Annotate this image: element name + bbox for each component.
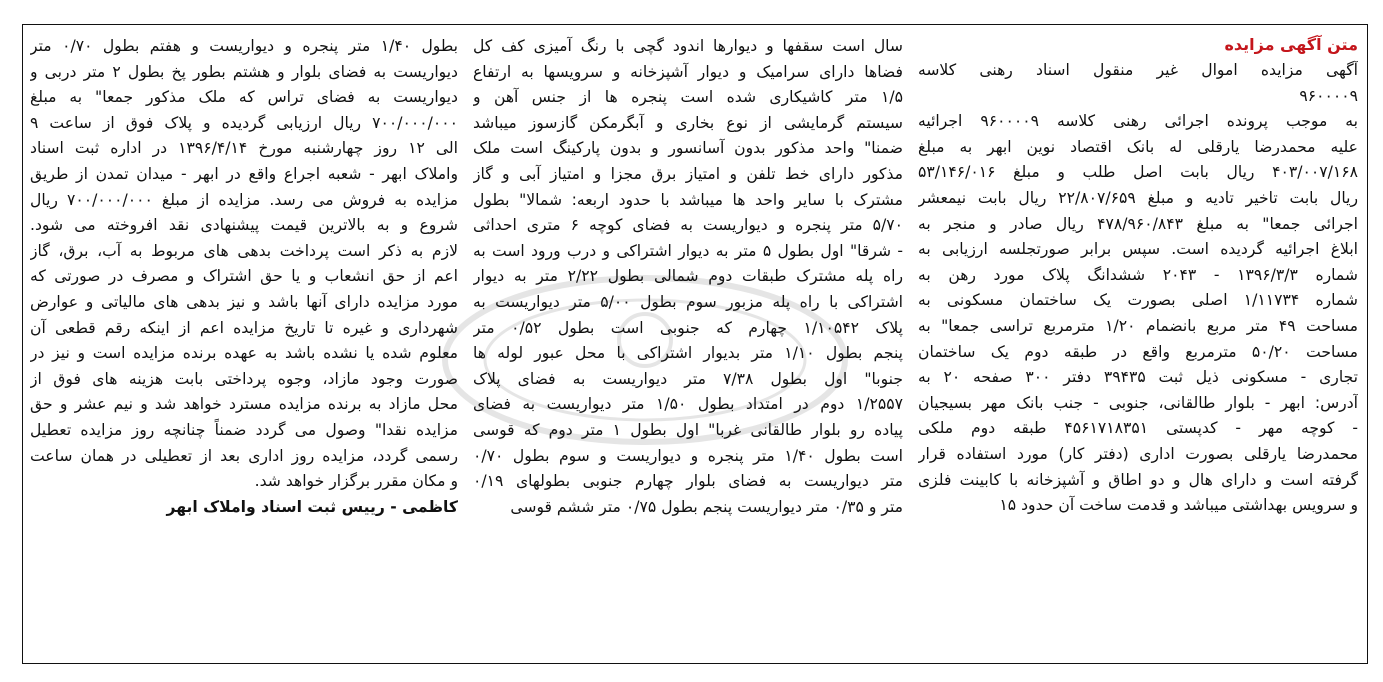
text-line: شهرداری و غیره تا تاریخ مزایده اعم از اینکه رقم قطعی آن bbox=[30, 318, 458, 337]
text-line: سیستم گرمایشی از نوع بخاری و آبگرمکن گازسوز میباشد bbox=[473, 113, 903, 132]
text-line: ۴۰۳/۰۰۷/۱۶۸ ریال بابت اصل طلب و مبلغ ۵۳/۱۴۶/۰۱۶ bbox=[918, 163, 1358, 182]
text-line: صورت وجود مازاد، وجوه پرداختی بابت هزینه های فوق از bbox=[30, 369, 458, 388]
text-line: اعم از حق انشعاب و یا حق اشتراک و مصرف در صورتی که bbox=[30, 267, 458, 286]
text-line: مساحت ۵۰/۲۰ مترمربع واقع در طبقه دوم یک ساختمان bbox=[918, 342, 1358, 361]
text-line: تجاری - مسکونی ذیل ثبت ۳۹۴۳۵ دفتر ۳۰۰ صفحه ۲۰ به bbox=[918, 368, 1358, 387]
text-line: مزایده به فروش می رسد. مزایده از مبلغ ۷۰۰/۰۰۰/۰۰۰ ریال bbox=[30, 190, 458, 209]
text-line: دیواریست به فضای بلوار و هشتم بطور پخ بطول ۲ متر دربی و bbox=[30, 62, 458, 81]
text-line: علیه محمدرضا یارقلی له بانک اقتصاد نوین ابهر به مبلغ bbox=[918, 137, 1358, 156]
column-left bbox=[30, 34, 458, 654]
text-line: پیاده رو بلوار طالقانی غربا" اول بطول ۱ متر دوم که قوسی bbox=[473, 420, 903, 439]
text-line: اشتراکی با راه پله مزبور سوم بطول ۵/۰۰ متر دیواریست به bbox=[473, 292, 903, 311]
text-line: مورد مزایده دارای آنها باشد و نیز بدهی های مالیاتی و عوارض bbox=[30, 292, 458, 311]
text-line: فضاها دارای سرامیک و دیوار آشپزخانه و سرویسها به ارتفاع bbox=[473, 62, 903, 81]
text-line: و مکان مقرر برگزار خواهد شد. bbox=[254, 472, 458, 491]
text-line: ریال بابت تاخیر تادیه و مبلغ ۲۲/۸۰۷/۶۵۹ ریال بابت نیمعشر bbox=[918, 188, 1358, 207]
signature: کاظمی - رییس ثبت اسناد واملاک ابهر bbox=[166, 497, 458, 516]
text-line: مذکور دارای خط تلفن و امتیاز برق مجزا و امتیاز آبی و گاز bbox=[473, 164, 903, 183]
text-line: متر دیواریست به فضای بلوار چهارم جنوبی بطولهای ۰/۱۹ bbox=[473, 472, 903, 491]
text-line: بطول ۱/۴۰ متر پنجره و دیواریست و هفتم بطول ۰/۷۰ متر bbox=[30, 37, 458, 55]
notice-title: متن آگهی مزایده bbox=[1224, 35, 1358, 54]
text-line: سال است سقفها و دیوارها اندود گچی با رنگ آمیزی کف کل bbox=[473, 37, 903, 55]
text-line: متر و ۰/۳۵ متر دیواریست پنجم بطول ۰/۷۵ متر ششم قوسی bbox=[510, 497, 903, 516]
text-line: مساحت ۴۹ متر مربع بانضمام ۱/۲۰ مترمربع تراسی جمعا" به bbox=[918, 316, 1358, 335]
text-line: آدرس: ابهر - بلوار طالقانی، جنوبی - جنب بانک مهر بسیجیان bbox=[918, 393, 1358, 412]
text-line: رسمی گردد، مزایده روز اداری بعد از تعطیلی در همان ساعت bbox=[30, 446, 458, 465]
text-line: - شرقا" اول بطول ۵ متر به دیوار اشتراکی و درب ورود است به bbox=[473, 241, 903, 260]
text-line: گرفته است و دارای هال و دو اطاق و آشپزخانه با کابینت فلزی bbox=[918, 470, 1358, 489]
text-line: مزایده نقدا" وصول می گردد ضمناً چنانچه روز مزایده تعطیل bbox=[30, 420, 458, 439]
text-line: است بطول ۱/۴۰ متر پنجره و دیواریست و سوم بطول ۰/۷۰ bbox=[473, 446, 903, 465]
text-line: شماره ۱۳۹۶/۳/۳ - ۲۰۴۳ ششدانگ پلاک مورد رهن به bbox=[918, 265, 1358, 284]
column-middle bbox=[473, 34, 903, 654]
text-line: پنجم بطول ۱/۱۰ متر بدیوار اشتراکی با محل عبور لوله ها bbox=[473, 344, 903, 363]
text-line: ۱/۲۵۵۷ دوم در امتداد بطول ۱/۵۰ متر دیواریست به فضای bbox=[473, 395, 903, 414]
text-line: ۷۰۰/۰۰۰/۰۰۰ ریال ارزیابی گردیده و پلاک فوق از ساعت ۹ bbox=[30, 113, 458, 132]
text-line: شروع و به بالاترین قیمت پیشنهادی نقد افروخته می شود. bbox=[30, 216, 458, 235]
text-line: ۱/۵ متر کاشیکاری شده است پنجره ها از جنس آهن و bbox=[473, 88, 903, 107]
text-line: آگهی مزایده اموال غیر منقول اسناد رهنی کلاسه bbox=[918, 61, 1358, 79]
text-line: واملاک ابهر - شعبه اجراع واقع در ابهر - میدان تمدن از طریق bbox=[30, 164, 458, 183]
text-line: مشترک با سایر واحد ها میباشد با حدود اربعه: شمالا" بطول bbox=[473, 190, 903, 209]
text-line: ۹۶۰۰۰۰۹ bbox=[1299, 86, 1358, 105]
text-line: الی ۱۲ روز چهارشنبه مورخ ۱۳۹۶/۴/۱۴ در اداره ثبت اسناد bbox=[30, 139, 458, 158]
text-line: جنوبا" اول بطول ۷/۳۸ متر دیواریست به فضای پلاک bbox=[473, 369, 903, 388]
text-line: و سرویس بهداشتی میباشد و قدمت ساخت آن حدود ۱۵ bbox=[999, 496, 1358, 515]
text-line: ضمنا" واحد مذکور بدون آسانسور و بدون پارکینگ است ملک bbox=[473, 139, 903, 158]
text-line: پلاک ۱/۱۰۵۴۲ چهارم که جنوبی است بطول ۰/۵۲ متر bbox=[473, 318, 903, 337]
text-line: اجرائی جمعا" به مبلغ ۴۷۸/۹۶۰/۸۴۳ ریال صادر و منجر به bbox=[918, 214, 1358, 233]
text-line: - کوچه مهر - کدپستی ۴۵۶۱۷۱۸۳۵۱ طبقه دوم ملکی bbox=[918, 419, 1358, 438]
column-right bbox=[918, 34, 1358, 654]
text-line: لازم به ذکر است پرداخت بدهی های مربوط به آب، برق، گاز bbox=[30, 241, 458, 260]
text-line: محل مازاد به برنده مزایده مسترد خواهد شد و نیم عشر و حق bbox=[30, 395, 458, 414]
text-line: راه پله مشترک طبقات دوم شمالی بطول ۲/۲۲ متر به دیوار bbox=[473, 267, 903, 286]
text-line: ۵/۷۰ متر پنجره و دیواریست به فضای کوچه ۶ متری احداثی bbox=[473, 216, 903, 235]
text-line: دیواریست به فضای تراس که ملک مذکور جمعا" به مبلغ bbox=[30, 88, 458, 107]
text-line: ابلاغ اجرائیه گردیده است. سپس برابر صورتجلسه ارزیابی به bbox=[918, 240, 1358, 259]
text-line: محمدرضا یارقلی بصورت اداری (دفتر کار) مورد استفاده قرار bbox=[918, 444, 1358, 463]
text-line: به موجب پرونده اجرائی رهنی کلاسه ۹۶۰۰۰۰۹ اجرائیه bbox=[918, 112, 1358, 131]
text-line: شماره ۱/۱۱۷۳۴ اصلی بصورت یک ساختمان مسکونی به bbox=[918, 291, 1358, 310]
text-line: معلوم شده یا نشده باشد به عهده برنده مزایده است و نیز در bbox=[30, 344, 458, 363]
